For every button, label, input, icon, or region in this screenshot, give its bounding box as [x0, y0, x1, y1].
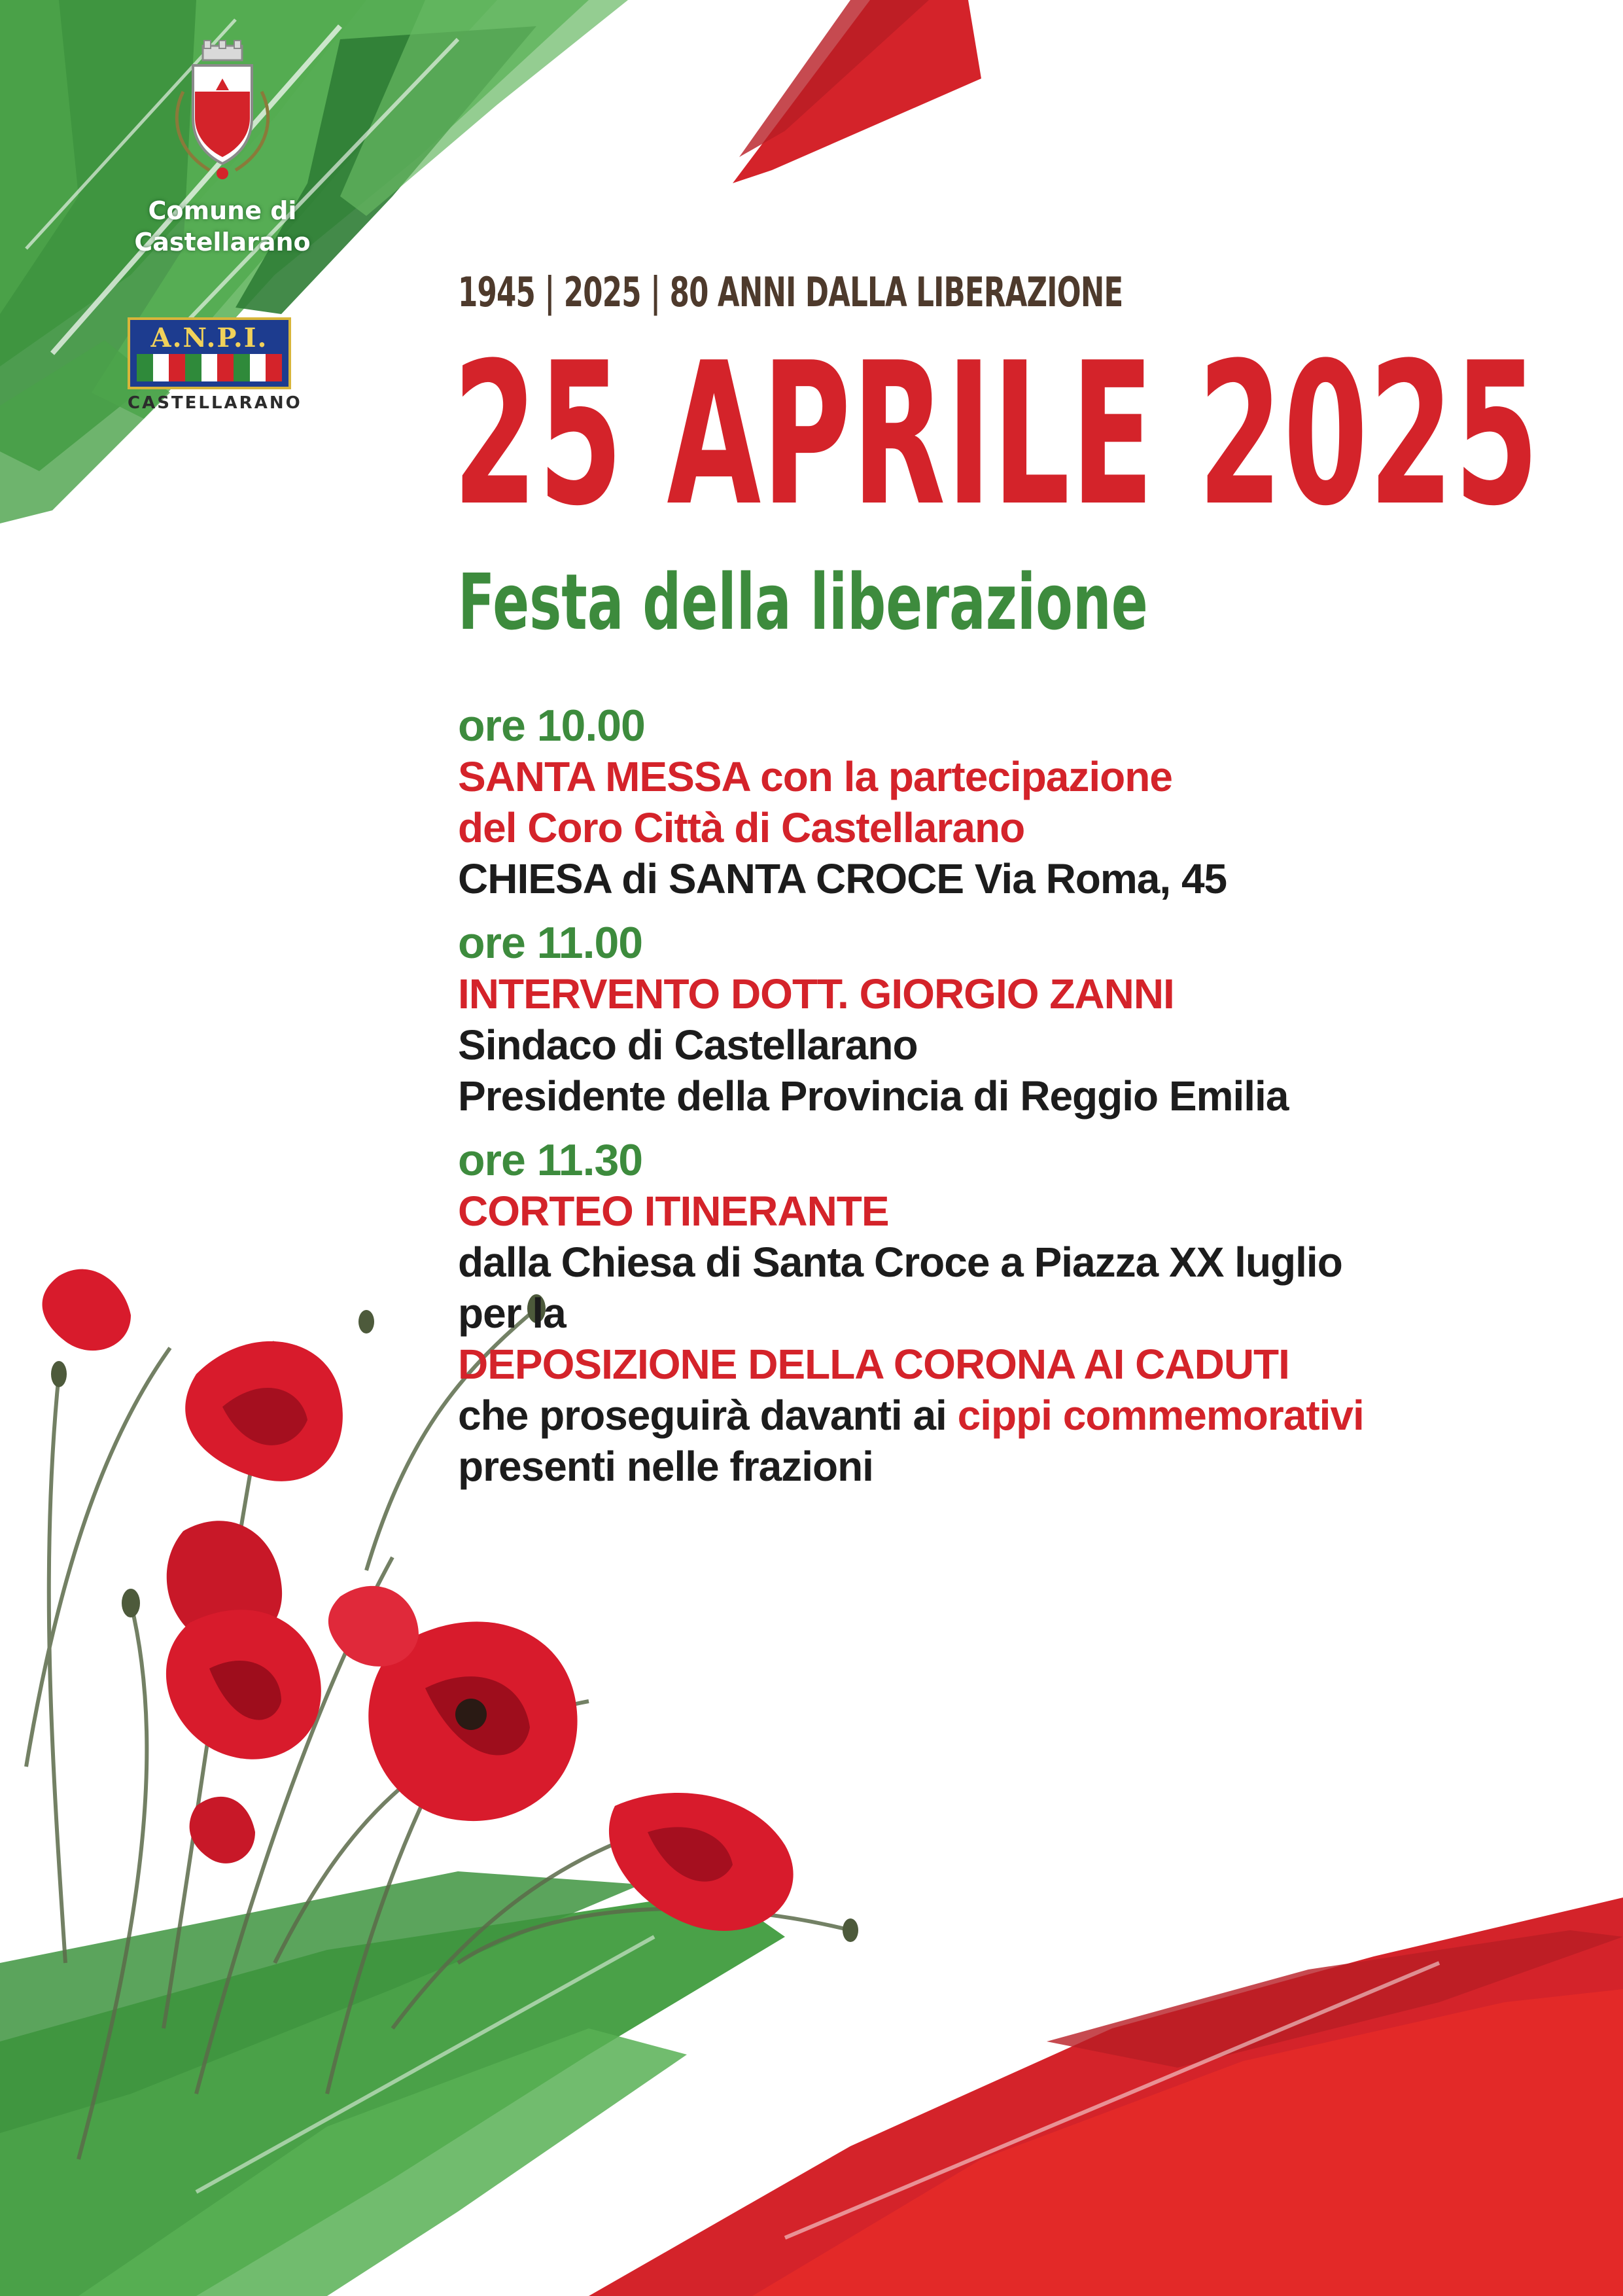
event-3-time: ore 11.30: [458, 1135, 643, 1185]
poppy-stem-5: [49, 1374, 65, 1963]
anpi-logo: [128, 317, 302, 422]
event-3-line4-red: cippi commemorativi: [957, 1392, 1364, 1439]
event-2-title: INTERVENTO DOTT. GIORGIO ZANNI: [458, 970, 1174, 1017]
event-3-line2: dalla Chiesa di Santa Croce a Piazza XX luglio: [458, 1239, 1342, 1286]
event-3-line3: per la: [458, 1290, 566, 1337]
poppy-bud-5: [358, 1310, 374, 1333]
event-1-location-rest: Via Roma, 45: [964, 855, 1227, 902]
event-2-time: ore 11.00: [458, 918, 643, 968]
event-3-line4-start: che proseguirà davanti ai: [458, 1392, 958, 1439]
poppy-flower-8: [190, 1797, 255, 1863]
poppy-stem-10: [458, 1909, 850, 1963]
poppy-bud-1: [122, 1589, 140, 1617]
event-3-line4: [458, 1390, 1570, 1441]
event-1-location-strong: CHIESA di SANTA CROCE: [458, 855, 964, 902]
poppy-flower-4: [166, 1610, 321, 1759]
comune-name-line1: Comune di: [148, 196, 297, 225]
anpi-title: A.N.P.I.: [150, 323, 268, 353]
event-1-title: [458, 751, 1570, 802]
event-date-title: 25 APRILE 2025: [453, 321, 1540, 549]
event-3-title2: DEPOSIZIONE DELLA CORONA AI CADUTI: [458, 1341, 1289, 1388]
comune-name-line2: Castellarano: [134, 228, 311, 256]
poppy-flower-1: [185, 1341, 343, 1481]
event-3-title: CORTEO ITINERANTE: [458, 1188, 889, 1235]
program-event-2: [458, 917, 1570, 1122]
event-1-title-strong: SANTA MESSA: [458, 753, 750, 800]
poppy-flower-6: [328, 1586, 419, 1667]
anpi-badge: [128, 317, 291, 389]
poppy-stem-1: [79, 1603, 147, 2159]
coat-of-arms-icon: [157, 39, 288, 190]
event-2-line2: Sindaco di Castellarano: [458, 1021, 918, 1069]
event-1-title-rest: con la partecipazione: [749, 753, 1172, 800]
program: [458, 700, 1570, 1505]
program-event-1: [458, 700, 1570, 904]
anniversary-kicker: 1945 | 2025 | 80 ANNI DALLA LIBERAZIONE: [458, 268, 1123, 316]
event-1-location: [458, 853, 1570, 904]
event-1-time: ore 10.00: [458, 701, 645, 751]
event-3-line5: presenti nelle frazioni: [458, 1443, 873, 1490]
anpi-flag-stripes: [137, 354, 282, 381]
event-1-line2: del Coro Città di Castellarano: [458, 804, 1025, 851]
program-event-3: [458, 1135, 1570, 1492]
comune-logo: [124, 39, 321, 288]
event-2-line3: Presidente della Provincia di Reggio Emilia: [458, 1072, 1289, 1120]
poppy-bud-2: [51, 1361, 67, 1387]
anpi-subtitle: CASTELLARANO: [128, 393, 302, 413]
poppy-bud-4: [843, 1918, 858, 1942]
event-subtitle: Festa della liberazione: [458, 557, 1148, 647]
poppy-flower-2: [43, 1269, 131, 1351]
